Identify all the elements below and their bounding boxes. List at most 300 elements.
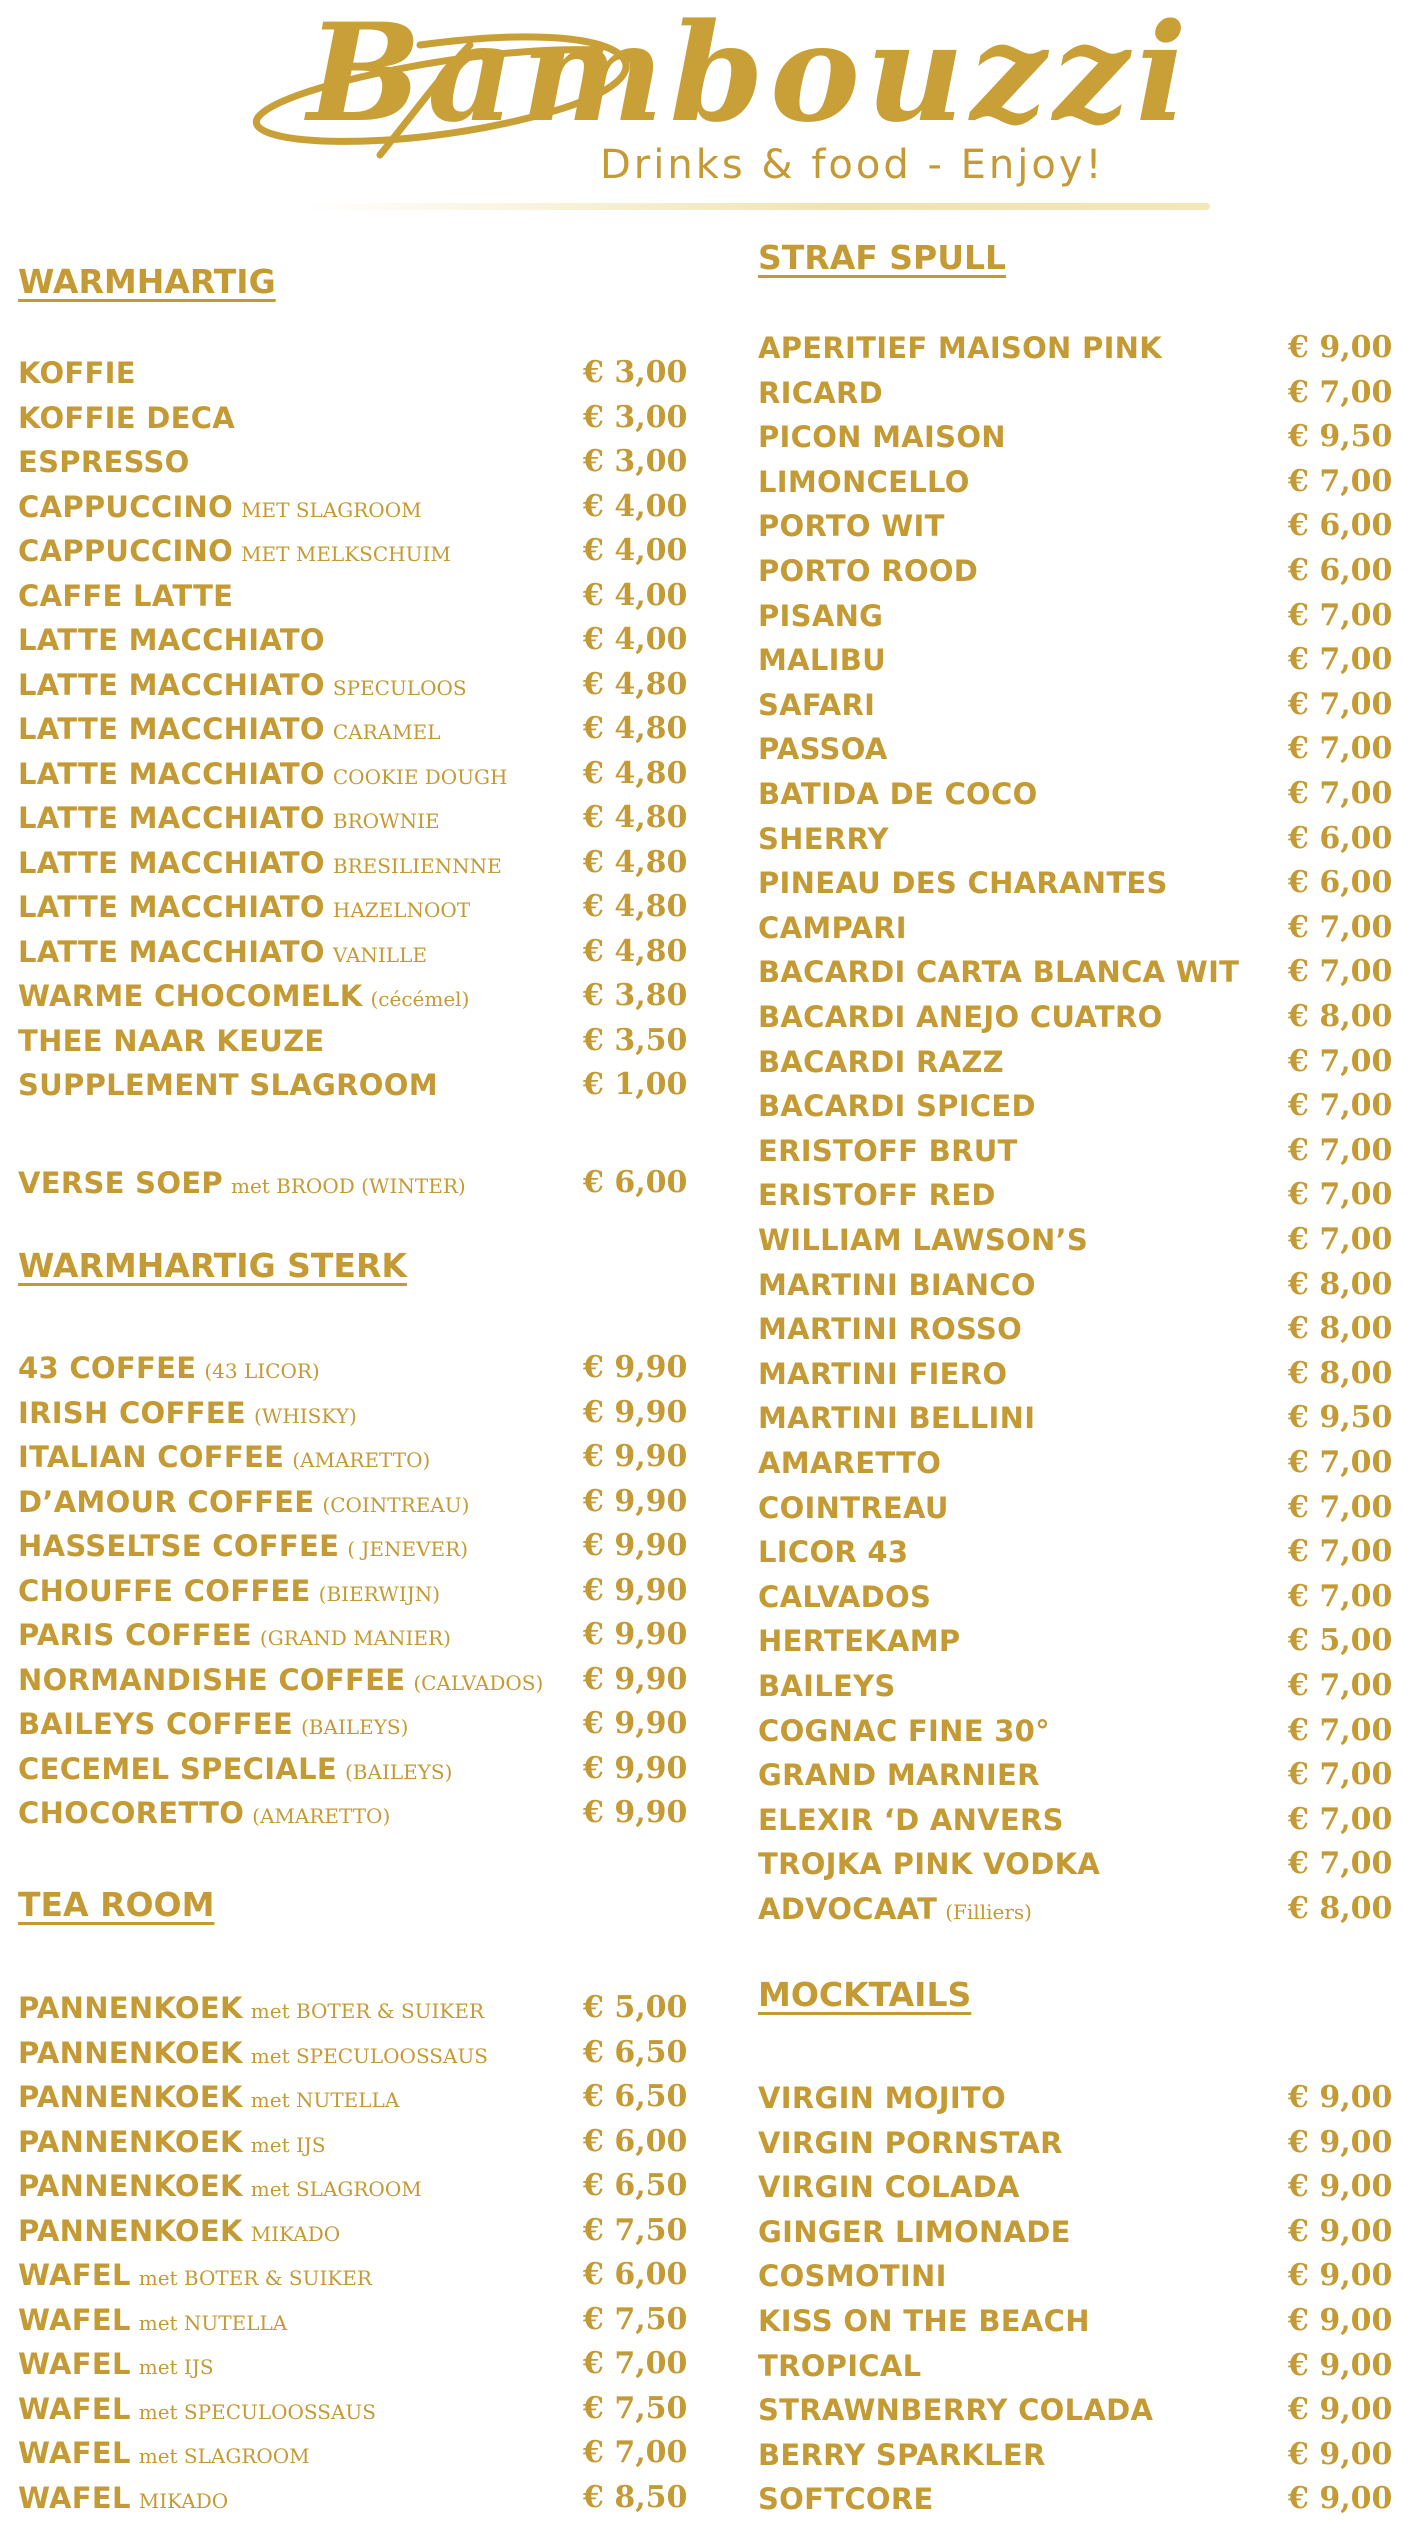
item-note: (AMARETTO) xyxy=(252,1804,391,1828)
item-name: COINTREAU xyxy=(758,1490,949,1525)
menu-item-straf-spull xyxy=(758,370,1403,414)
menu-item-warmhartig xyxy=(18,528,698,572)
tagline: Drinks & food - Enjoy! xyxy=(600,142,1105,188)
menu-item-tea-room xyxy=(18,2475,698,2519)
menu-item-warmhartig-sterk xyxy=(18,1746,698,1790)
item-price: € 7,00 xyxy=(1288,1489,1393,1525)
item-note: (GRAND MANIER) xyxy=(259,1626,451,1650)
menu-item-straf-spull xyxy=(758,860,1403,904)
item-name: MARTINI BIANCO xyxy=(758,1267,1036,1302)
item-name: GINGER LIMONADE xyxy=(758,2214,1071,2249)
item-note: met SLAGROOM xyxy=(138,2444,310,2468)
item-name: LATTE MACCHIATO xyxy=(18,623,325,657)
item-name: STRAWNBERRY COLADA xyxy=(758,2393,1154,2428)
item-note: met NUTELLA xyxy=(250,2088,400,2112)
item-name: CHOUFFE COFFEE xyxy=(18,1573,311,1608)
item-price: € 9,90 xyxy=(583,1661,688,1697)
item-name: KISS ON THE BEACH xyxy=(758,2304,1090,2338)
menu-header xyxy=(0,0,1422,230)
item-price: € 7,00 xyxy=(1288,463,1393,499)
item-price: € 3,00 xyxy=(583,444,688,479)
item-price: € 6,00 xyxy=(1288,508,1393,544)
menu-item-tea-room xyxy=(18,2163,698,2207)
menu-item-warmhartig xyxy=(18,795,698,839)
item-price: € 9,90 xyxy=(583,1350,688,1385)
item-name: KOFFIE xyxy=(18,356,136,390)
item-name: AMARETTO xyxy=(758,1446,942,1480)
menu-item-verse-soep xyxy=(18,1160,698,1204)
item-note: MET MELKSCHUIM xyxy=(241,542,451,566)
item-price: € 7,00 xyxy=(1288,686,1393,722)
item-price: € 8,00 xyxy=(1288,1355,1393,1391)
item-note: HAZELNOOT xyxy=(332,898,471,922)
item-price: € 7,00 xyxy=(1288,1712,1393,1748)
item-price: € 7,00 xyxy=(1288,954,1393,990)
item-price: € 8,00 xyxy=(1288,1891,1393,1926)
item-price: € 9,90 xyxy=(583,1439,688,1474)
item-price: € 7,00 xyxy=(1288,1088,1393,1124)
item-price: € 7,00 xyxy=(1288,776,1393,811)
item-name: MARTINI BELLINI xyxy=(758,1401,1036,1436)
item-name: WAFEL xyxy=(18,2480,131,2515)
item-name: PANNENKOEK xyxy=(18,2169,243,2203)
item-name: COGNAC FINE 30° xyxy=(758,1713,1050,1748)
menu-item-straf-spull xyxy=(758,1039,1403,1083)
item-name: CAPPUCCINO xyxy=(18,489,234,524)
menu-item-warmhartig xyxy=(18,973,698,1017)
menu-item-straf-spull xyxy=(758,994,1403,1038)
item-note: (COINTREAU) xyxy=(322,1492,470,1517)
menu-item-warmhartig xyxy=(18,484,698,528)
item-price: € 9,90 xyxy=(583,1528,688,1563)
item-price: € 4,80 xyxy=(583,844,688,880)
menu-item-mocktails xyxy=(758,2120,1403,2164)
menu-item-warmhartig xyxy=(18,439,698,483)
item-name: GRAND MARNIER xyxy=(758,1758,1040,1793)
menu-item-straf-spull xyxy=(758,1752,1403,1796)
item-price: € 7,50 xyxy=(583,2390,688,2426)
item-price: € 7,00 xyxy=(1288,1445,1393,1480)
item-price: € 7,00 xyxy=(1288,1846,1393,1882)
item-note: (BAILEYS) xyxy=(301,1715,409,1739)
item-price: € 7,00 xyxy=(1288,909,1393,945)
menu-item-mocktails xyxy=(758,2253,1403,2297)
item-name: LATTE MACCHIATO xyxy=(18,890,325,924)
item-name: CECEMEL SPECIALE xyxy=(18,1751,337,1786)
item-price: € 8,00 xyxy=(1288,1311,1393,1347)
item-name: VERSE SOEP xyxy=(18,1166,223,1200)
item-price: € 4,00 xyxy=(583,622,688,657)
item-note: (AMARETTO) xyxy=(292,1448,431,1472)
item-name: WARME CHOCOMELK xyxy=(18,979,363,1013)
item-name: PARIS COFFEE xyxy=(18,1618,252,1652)
item-price: € 6,00 xyxy=(1288,553,1393,588)
item-price: € 9,00 xyxy=(1288,2392,1393,2428)
item-price: € 8,00 xyxy=(1288,1266,1393,1302)
item-name: WILLIAM LAWSON’S xyxy=(758,1223,1089,1257)
item-price: € 7,00 xyxy=(1288,1222,1393,1257)
item-note: (WHISKY) xyxy=(253,1403,357,1428)
menu-item-tea-room xyxy=(18,2074,698,2118)
item-price: € 4,80 xyxy=(583,755,688,791)
menu-item-warmhartig xyxy=(18,840,698,884)
menu-item-warmhartig xyxy=(18,395,698,439)
item-name: SAFARI xyxy=(758,687,876,722)
menu-item-warmhartig xyxy=(18,884,698,928)
item-price: € 8,00 xyxy=(1288,999,1393,1034)
item-name: PORTO ROOD xyxy=(758,554,979,588)
menu-item-mocktails xyxy=(758,2343,1403,2387)
item-price: € 9,90 xyxy=(583,1617,688,1652)
menu-item-tea-room xyxy=(18,2341,698,2385)
menu-item-warmhartig-sterk xyxy=(18,1434,698,1478)
item-name: PISANG xyxy=(758,598,884,633)
item-price: € 9,90 xyxy=(583,1750,688,1786)
item-price: € 4,80 xyxy=(583,666,688,702)
item-name: BACARDI SPICED xyxy=(758,1089,1036,1124)
menu-item-straf-spull xyxy=(758,1306,1403,1350)
item-name: SUPPLEMENT SLAGROOM xyxy=(18,1068,438,1102)
item-price: € 4,00 xyxy=(583,533,688,568)
menu-item-straf-spull xyxy=(758,1663,1403,1707)
menu-item-straf-spull xyxy=(758,459,1403,503)
item-name: LATTE MACCHIATO xyxy=(18,756,325,791)
menu-item-straf-spull xyxy=(758,414,1403,458)
section-title-tea-room: TEA ROOM xyxy=(18,1885,215,1924)
item-price: € 9,90 xyxy=(583,1483,688,1519)
item-note: met BROOD (WINTER) xyxy=(230,1174,466,1198)
item-price: € 7,00 xyxy=(1288,1757,1393,1793)
item-name: CAFFE LATTE xyxy=(18,578,234,613)
item-price: € 6,00 xyxy=(1288,865,1393,901)
menu-item-warmhartig xyxy=(18,706,698,750)
item-price: € 7,50 xyxy=(583,2301,688,2337)
menu-item-straf-spull xyxy=(758,1351,1403,1395)
item-price: € 3,80 xyxy=(583,978,688,1013)
menu-item-straf-spull xyxy=(758,816,1403,860)
item-price: € 7,00 xyxy=(1288,1801,1393,1837)
item-name: LIMONCELLO xyxy=(758,464,970,499)
item-name: D’AMOUR COFFEE xyxy=(18,1484,315,1519)
menu-item-mocktails xyxy=(758,2209,1403,2253)
item-name: PANNENKOEK xyxy=(18,2080,243,2114)
menu-item-mocktails xyxy=(758,2387,1403,2431)
item-price: € 5,00 xyxy=(1288,1623,1393,1659)
menu-item-straf-spull xyxy=(758,637,1403,681)
menu-item-straf-spull xyxy=(758,593,1403,637)
item-name: NORMANDISHE COFFEE xyxy=(18,1662,406,1697)
item-price: € 9,00 xyxy=(1288,2080,1393,2115)
item-name: MARTINI ROSSO xyxy=(758,1312,1023,1347)
item-price: € 7,00 xyxy=(583,2435,688,2470)
item-name: ERISTOFF RED xyxy=(758,1178,996,1213)
menu-item-warmhartig-sterk xyxy=(18,1345,698,1389)
menu-item-straf-spull xyxy=(758,771,1403,815)
item-note: (BIERWIJN) xyxy=(318,1581,441,1606)
menu-item-straf-spull xyxy=(758,1128,1403,1172)
item-name: LICOR 43 xyxy=(758,1535,909,1570)
item-name: ESPRESSO xyxy=(18,445,190,479)
menu-item-straf-spull xyxy=(758,325,1403,369)
item-price: € 9,00 xyxy=(1288,2436,1393,2472)
item-price: € 6,00 xyxy=(583,2257,688,2292)
item-name: LATTE MACCHIATO xyxy=(18,801,325,835)
menu-item-straf-spull xyxy=(758,1440,1403,1484)
menu-item-warmhartig-sterk xyxy=(18,1479,698,1523)
section-title-straf-spull: STRAF SPULL xyxy=(758,238,1007,277)
item-name: BERRY SPARKLER xyxy=(758,2437,1046,2472)
menu-item-straf-spull xyxy=(758,1618,1403,1662)
item-name: ELEXIR ‘D ANVERS xyxy=(758,1802,1064,1837)
item-note: met IJS xyxy=(250,2132,326,2157)
item-name: 43 COFFEE xyxy=(18,1351,197,1385)
item-name: PANNENKOEK xyxy=(18,2213,243,2248)
item-note: met IJS xyxy=(138,2355,214,2379)
item-price: € 3,00 xyxy=(583,355,688,390)
item-note: ( JENEVER) xyxy=(347,1537,469,1561)
menu-item-warmhartig-sterk xyxy=(18,1612,698,1656)
menu-item-warmhartig-sterk xyxy=(18,1390,698,1434)
item-price: € 7,00 xyxy=(1288,1177,1393,1213)
menu-item-warmhartig xyxy=(18,929,698,973)
item-name: WAFEL xyxy=(18,2258,131,2292)
item-price: € 7,00 xyxy=(1288,731,1393,767)
item-name: VIRGIN COLADA xyxy=(758,2170,1020,2205)
item-price: € 6,50 xyxy=(583,2034,688,2070)
item-price: € 7,00 xyxy=(1288,374,1393,410)
menu-item-straf-spull xyxy=(758,1395,1403,1439)
item-name: PANNENKOEK xyxy=(18,2124,243,2159)
item-price: € 4,80 xyxy=(583,889,688,924)
menu-item-warmhartig xyxy=(18,617,698,661)
menu-item-straf-spull xyxy=(758,1797,1403,1841)
item-price: € 1,00 xyxy=(583,1067,688,1102)
item-name: MALIBU xyxy=(758,643,887,678)
item-note: CARAMEL xyxy=(332,720,441,744)
item-price: € 6,00 xyxy=(1288,820,1393,856)
item-note: BRESILIENNNE xyxy=(332,853,502,878)
item-name: LATTE MACCHIATO xyxy=(18,845,325,880)
item-note: met BOTER & SUIKER xyxy=(250,1999,484,2023)
menu-item-warmhartig-sterk xyxy=(18,1657,698,1701)
item-note: COOKIE DOUGH xyxy=(332,764,508,789)
item-price: € 4,80 xyxy=(583,800,688,835)
menu-item-warmhartig xyxy=(18,350,698,394)
item-name: CHOCORETTO xyxy=(18,1796,245,1830)
menu-item-tea-room xyxy=(18,2386,698,2430)
item-note: BROWNIE xyxy=(332,809,440,833)
menu-item-mocktails xyxy=(758,2476,1403,2520)
item-name: BACARDI CARTA BLANCA WIT xyxy=(758,955,1240,990)
item-price: € 9,90 xyxy=(583,1706,688,1741)
item-name: WAFEL xyxy=(18,2436,131,2470)
menu-item-tea-room xyxy=(18,2030,698,2074)
item-price: € 7,00 xyxy=(583,2346,688,2381)
item-name: LATTE MACCHIATO xyxy=(18,667,325,702)
item-price: € 8,50 xyxy=(583,2479,688,2515)
item-note: (cécémel) xyxy=(370,987,470,1011)
item-price: € 9,50 xyxy=(1288,419,1393,455)
item-note: (CALVADOS) xyxy=(413,1670,544,1695)
item-price: € 7,00 xyxy=(1288,1043,1393,1079)
menu-item-mocktails xyxy=(758,2432,1403,2476)
item-name: LATTE MACCHIATO xyxy=(18,712,325,746)
menu-item-warmhartig-sterk xyxy=(18,1790,698,1834)
item-price: € 7,00 xyxy=(1288,1668,1393,1703)
section-title-warmhartig-sterk: WARMHARTIG STERK xyxy=(18,1246,407,1285)
menu-item-straf-spull xyxy=(758,726,1403,770)
item-name: ITALIAN COFFEE xyxy=(18,1440,285,1474)
item-note: met NUTELLA xyxy=(138,2310,288,2335)
item-price: € 6,50 xyxy=(583,2168,688,2203)
menu-item-straf-spull xyxy=(758,682,1403,726)
item-price: € 4,80 xyxy=(583,711,688,746)
item-name: RICARD xyxy=(758,375,884,410)
item-price: € 9,00 xyxy=(1288,2124,1393,2160)
item-price: € 7,00 xyxy=(1288,642,1393,678)
item-name: PANNENKOEK xyxy=(18,2035,243,2070)
item-price: € 9,00 xyxy=(1288,2347,1393,2383)
section-title-mocktails: MOCKTAILS xyxy=(758,1975,972,2014)
item-name: ADVOCAAT xyxy=(758,1892,938,1926)
menu-item-straf-spull xyxy=(758,1172,1403,1216)
item-name: COSMOTINI xyxy=(758,2259,947,2294)
menu-item-warmhartig-sterk xyxy=(18,1523,698,1567)
item-note: VANILLE xyxy=(332,942,427,967)
item-name: VIRGIN MOJITO xyxy=(758,2081,1006,2115)
item-price: € 3,50 xyxy=(583,1022,688,1058)
item-price: € 9,90 xyxy=(583,1572,688,1608)
item-name: HASSELTSE COFFEE xyxy=(18,1529,340,1563)
item-name: BATIDA DE COCO xyxy=(758,777,1038,811)
item-name: PINEAU DES CHARANTES xyxy=(758,866,1168,901)
menu-item-mocktails xyxy=(758,2164,1403,2208)
item-price: € 4,80 xyxy=(583,933,688,969)
item-name: ERISTOFF BRUT xyxy=(758,1133,1018,1168)
menu-item-straf-spull xyxy=(758,1841,1403,1885)
item-price: € 9,00 xyxy=(1288,2258,1393,2294)
item-name: BAILEYS COFFEE xyxy=(18,1707,293,1741)
item-name: BACARDI ANEJO CUATRO xyxy=(758,1000,1163,1034)
item-name: VIRGIN PORNSTAR xyxy=(758,2125,1063,2160)
item-name: BAILEYS xyxy=(758,1669,896,1703)
item-name: THEE NAAR KEUZE xyxy=(18,1023,325,1058)
item-note: MIKADO xyxy=(250,2221,341,2246)
item-name: SHERRY xyxy=(758,821,889,856)
item-name: WAFEL xyxy=(18,2347,131,2381)
item-name: TROPICAL xyxy=(758,2348,922,2383)
menu-item-tea-room xyxy=(18,2252,698,2296)
item-note: met SPECULOOSSAUS xyxy=(250,2043,489,2068)
item-price: € 9,00 xyxy=(1288,2303,1393,2338)
menu-item-straf-spull xyxy=(758,949,1403,993)
item-name: HERTEKAMP xyxy=(758,1624,961,1659)
menu-item-warmhartig xyxy=(18,751,698,795)
item-price: € 9,00 xyxy=(1288,330,1393,365)
item-price: € 4,00 xyxy=(583,577,688,613)
item-note: met SLAGROOM xyxy=(250,2177,422,2201)
item-note: MET SLAGROOM xyxy=(241,497,422,522)
item-price: € 9,00 xyxy=(1288,2169,1393,2205)
menu-item-tea-room xyxy=(18,2430,698,2474)
menu-item-straf-spull xyxy=(758,1083,1403,1127)
menu-item-straf-spull xyxy=(758,1886,1403,1930)
item-price: € 7,50 xyxy=(583,2212,688,2248)
item-price: € 9,90 xyxy=(583,1394,688,1430)
item-price: € 4,00 xyxy=(583,488,688,524)
item-name: CAPPUCCINO xyxy=(18,534,234,568)
header-underline xyxy=(300,203,1210,210)
menu-item-straf-spull xyxy=(758,1262,1403,1306)
item-note: SPECULOOS xyxy=(332,675,467,700)
menu-item-straf-spull xyxy=(758,1708,1403,1752)
item-name: WAFEL xyxy=(18,2302,131,2337)
item-name: IRISH COFFEE xyxy=(18,1395,246,1430)
item-price: € 9,00 xyxy=(1288,2213,1393,2249)
menu-item-warmhartig xyxy=(18,1062,698,1106)
item-price: € 9,90 xyxy=(583,1795,688,1830)
menu-item-straf-spull xyxy=(758,1529,1403,1573)
item-note: met BOTER & SUIKER xyxy=(138,2266,372,2290)
item-name: LATTE MACCHIATO xyxy=(18,934,325,969)
menu-item-tea-room xyxy=(18,2119,698,2163)
item-name: CAMPARI xyxy=(758,910,907,945)
section-title-warmhartig: WARMHARTIG xyxy=(18,262,276,301)
menu-item-mocktails xyxy=(758,2075,1403,2119)
item-name: BACARDI RAZZ xyxy=(758,1044,1004,1079)
item-name: PASSOA xyxy=(758,732,888,767)
item-price: € 7,00 xyxy=(1288,1132,1393,1168)
item-name: PORTO WIT xyxy=(758,509,945,544)
item-price: € 6,00 xyxy=(583,2123,688,2159)
item-price: € 9,00 xyxy=(1288,2481,1393,2517)
menu-item-straf-spull xyxy=(758,1217,1403,1261)
item-price: € 6,00 xyxy=(583,1165,688,1200)
menu-item-tea-room xyxy=(18,1985,698,2029)
item-price: € 3,00 xyxy=(583,399,688,435)
menu-item-warmhartig-sterk xyxy=(18,1568,698,1612)
item-name: KOFFIE DECA xyxy=(18,400,236,435)
item-price: € 6,50 xyxy=(583,2079,688,2114)
item-name: TROJKA PINK VODKA xyxy=(758,1847,1101,1882)
menu-item-warmhartig xyxy=(18,1018,698,1062)
item-name: CALVADOS xyxy=(758,1579,932,1614)
menu-item-warmhartig xyxy=(18,573,698,617)
menu-item-straf-spull xyxy=(758,1485,1403,1529)
item-note: (Filliers) xyxy=(945,1900,1032,1924)
item-price: € 5,00 xyxy=(583,1990,688,2025)
menu-item-tea-room xyxy=(18,2208,698,2252)
item-note: (BAILEYS) xyxy=(345,1759,453,1784)
item-price: € 7,00 xyxy=(1288,1534,1393,1570)
item-note: MIKADO xyxy=(138,2488,229,2513)
item-name: PANNENKOEK xyxy=(18,1991,243,2025)
logo-wordmark: Bambouzzi xyxy=(307,0,1193,152)
item-name: SOFTCORE xyxy=(758,2482,934,2517)
menu-item-straf-spull xyxy=(758,1574,1403,1618)
item-note: (43 LICOR) xyxy=(204,1359,320,1383)
item-name: WAFEL xyxy=(18,2391,131,2426)
item-name: PICON MAISON xyxy=(758,420,1006,455)
menu-item-mocktails xyxy=(758,2298,1403,2342)
item-price: € 7,00 xyxy=(1288,597,1393,633)
item-price: € 7,00 xyxy=(1288,1578,1393,1614)
menu-item-straf-spull xyxy=(758,548,1403,592)
menu-item-tea-room xyxy=(18,2297,698,2341)
item-price: € 9,50 xyxy=(1288,1400,1393,1436)
menu-item-warmhartig-sterk xyxy=(18,1701,698,1745)
menu-item-warmhartig xyxy=(18,662,698,706)
